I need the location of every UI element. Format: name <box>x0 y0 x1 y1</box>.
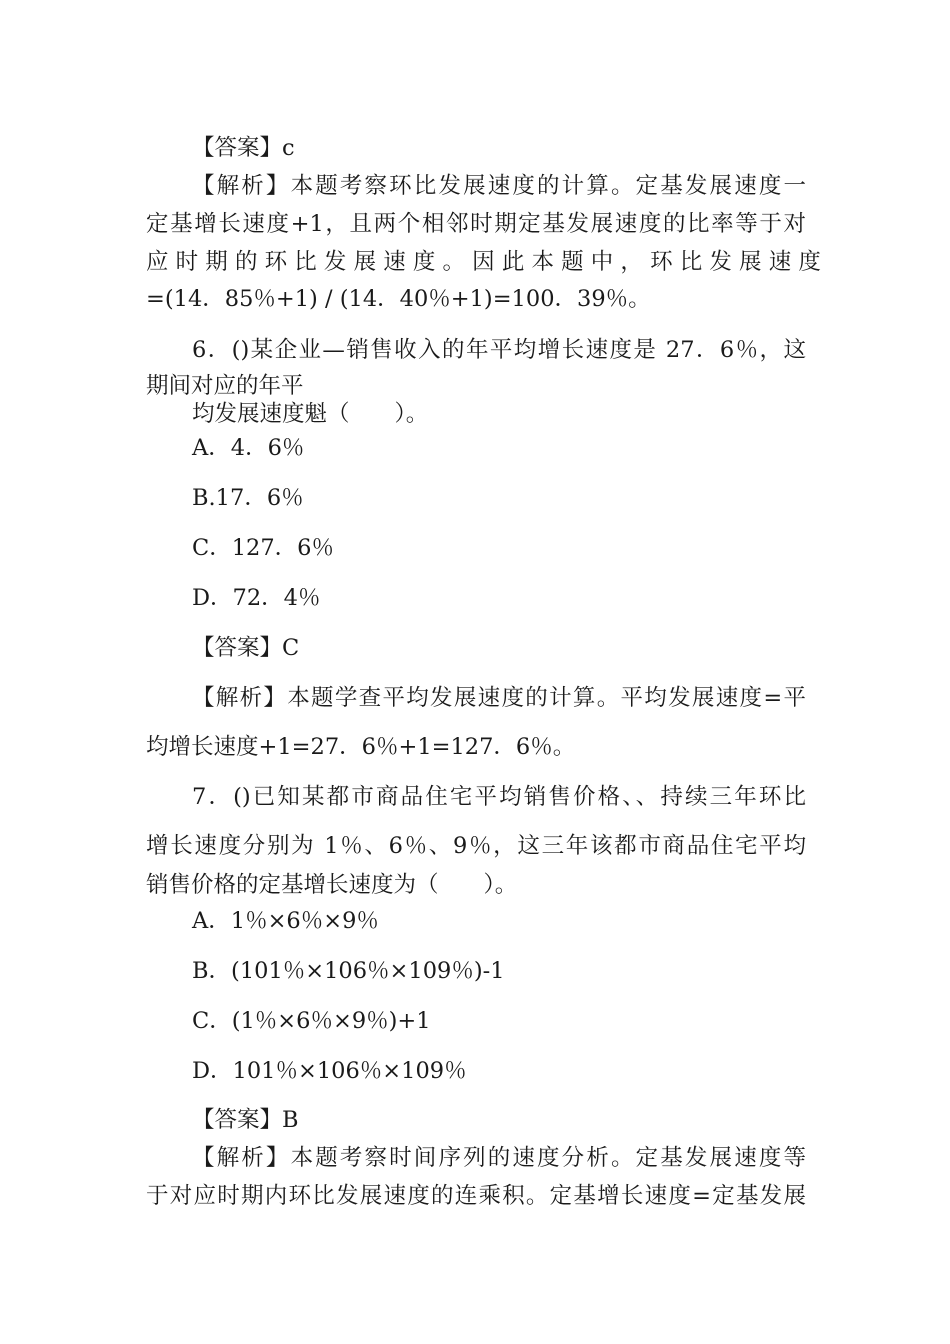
answer-label-q5: 【答案】c <box>192 135 295 161</box>
answer-label-q7: 【答案】B <box>192 1107 299 1133</box>
question-6-line-1: 6．()某企业—销售收入的年平均增长速度是 27．6％，这 <box>192 337 806 363</box>
q6-option-b: B.17．6％ <box>192 485 304 511</box>
analysis-q5-line-1: 【解析】本题考察环比发展速度的计算。定基发展速度一 <box>192 173 806 199</box>
question-6-line-3: 均发展速度魁（ ）。 <box>192 401 429 427</box>
analysis-q6-line-2: 均增长速度+1=27．6％+1=127．6％。 <box>146 734 576 760</box>
q7-option-c: C．(1％×6％×9％)+1 <box>192 1008 431 1034</box>
question-6-line-2: 期间对应的年平 <box>146 373 304 399</box>
analysis-q7-line-1: 【解析】本题考察时间序列的速度分析。定基发展速度等 <box>192 1145 806 1171</box>
answer-label-q6: 【答案】C <box>192 635 300 661</box>
q6-option-a: A．4．6％ <box>192 435 305 461</box>
q7-option-b: B．(101％×106％×109％)-1 <box>192 958 505 984</box>
analysis-q5-line-2: 定基增长速度+1，且两个相邻时期定基发展速度的比率等于对 <box>146 211 806 237</box>
analysis-q5-line-3: 应 时 期 的 环 比 发 展 速 度 。 因 此 本 题 中 ， 环 比 发 展 速 度 <box>146 249 821 275</box>
analysis-q6-line-1: 【解析】本题学查平均发展速度的计算。平均发展速度=平 <box>192 685 806 711</box>
q6-option-c: C．127．6％ <box>192 535 334 561</box>
analysis-q7-line-2: 于对应时期内环比发展速度的连乘积。定基增长速度=定基发展 <box>146 1183 806 1209</box>
q7-option-d: D．101％×106％×109％ <box>192 1058 467 1084</box>
question-7-line-3: 销售价格的定基增长速度为（ ）。 <box>146 872 518 898</box>
analysis-q5-line-4: =(14．85％+1) / (14．40％+1)=100．39％。 <box>146 286 651 312</box>
question-7-line-1: 7．()已知某都市商品住宅平均销售价格、、持续三年环比 <box>192 784 806 810</box>
question-7-line-2: 增长速度分别为 1％、6％、9％，这三年该都市商品住宅平均 <box>146 833 806 859</box>
q7-option-a: A．1％×6％×9％ <box>192 908 379 934</box>
q6-option-d: D．72．4％ <box>192 585 321 611</box>
